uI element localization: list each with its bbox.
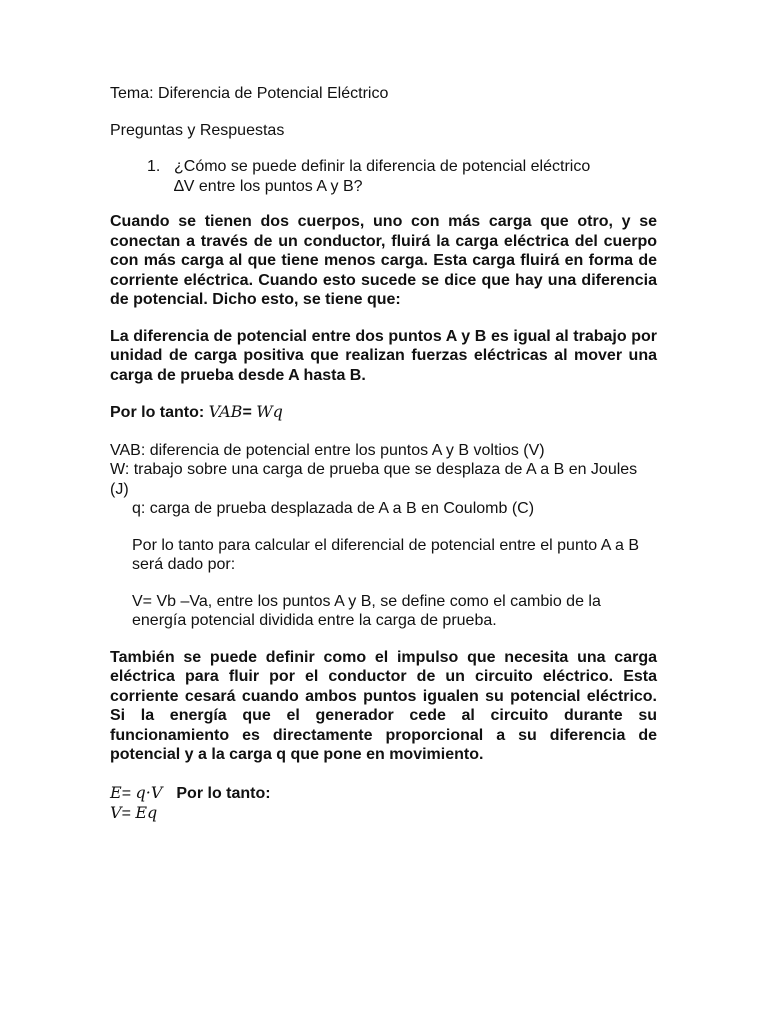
document-title: Tema: Diferencia de Potencial Eléctrico [110,85,389,102]
formula-energy-lhs: E [110,782,122,802]
answer-paragraph-3: También se puede definir como el impulso que necesita una carga eléctrica para fluir por el conductor de un circuito eléctrico. Esta corriente cesará cuando ambos puntos igualen su potencial eléctrico. Si la energía que el generador cede al circuito durante su funcionamiento es directamente proporcional a su diferencia de potencial y a la carga q que pone en movimiento. [110,648,657,763]
definition-w: W: trabajo sobre una carga de prueba que se desplaza de A a B en Joules (J) [110,461,638,498]
question-item [147,157,657,196]
formula-energy-rhs: q·V [135,782,163,802]
question-line-1: ¿Cómo se puede definir la diferencia de potencial eléctrico [174,158,591,175]
formula-voltage-lhs: V [110,803,122,822]
question-text [174,157,657,196]
formula-voltage-rhs: Eq [135,803,158,822]
formula-vab-rhs: Wq [256,402,283,421]
final-formulas [110,783,657,824]
formula-energy-label: Por lo tanto: [176,784,271,802]
formula-vab-equals: = [242,404,257,421]
v-definition-paragraph: V= Vb –Va, entre los puntos A y B, se define como el cambio de la energía potencial dividida entre la carga de prueba. [132,592,601,629]
formula-energy-equals: = [121,784,136,802]
formula-voltage-equals: = [121,805,136,822]
formula-vab [110,402,657,423]
question-number: 1. [147,158,161,175]
answer-paragraph-2: La diferencia de potencial entre dos puntos A y B es igual al trabajo por unidad de carga positiva que realizan fuerzas eléctricas al mover una carga de prueba desde A hasta B. [110,327,657,384]
document-page [110,84,657,824]
formula-vab-label: Por lo tanto: [110,404,209,421]
answer-paragraph-1: Cuando se tienen dos cuerpos, uno con más carga que otro, y se conectan a través de un conductor, fluirá la carga eléctrica del cuerpo con más carga al que tiene menos carga. Esta carga fluirá en forma de corriente eléctrica. Cuando esto sucede se dice que hay una diferencia de potencial. Dicho esto, se tiene que: [110,213,657,308]
document-subtitle: Preguntas y Respuestas [110,121,285,139]
formula-vab-lhs: VAB [208,402,243,421]
formula-energy [110,783,657,804]
formula-voltage [110,803,657,824]
question-line-2: ∆V entre los puntos A y B? [174,177,363,195]
calc-paragraph: Por lo tanto para calcular el diferencial de potencial entre el punto A a B será dado por: [132,536,639,573]
definition-q: q: carga de prueba desplazada de A a B en Coulomb (C) [132,500,535,517]
definition-vab: VAB: diferencia de potencial entre los puntos A y B voltios (V) [110,441,545,459]
